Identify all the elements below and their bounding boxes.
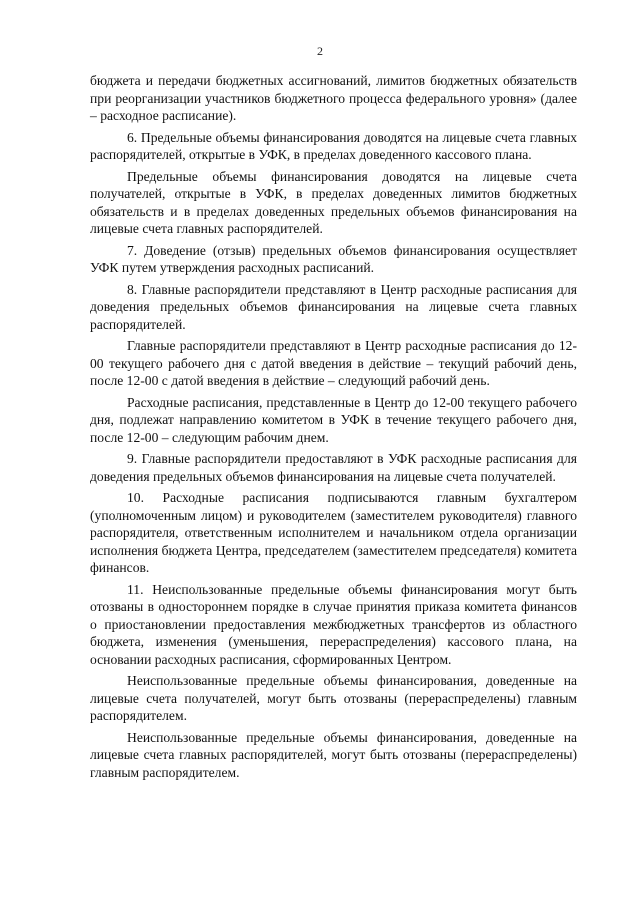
paragraph-10: 10. Расходные расписания подписываются главным бухгалтером (уполномоченным лицом) и руководителем (заместителем руководителя) главного распорядителя, ответственным исполнителем и начальником отдела организации исполнения бюджета Центра, председателем (заместителем председателя) комитета финансов.	[90, 490, 577, 575]
paragraph-7: 7. Доведение (отзыв) предельных объемов финансирования осуществляет УФК путем утверждения расходных расписаний.	[90, 242, 577, 275]
paragraph-6-limits: Предельные объемы финансирования доводятся на лицевые счета получателей, открытые в УФК, в пределах доведенных лимитов бюджетных обязательств и в пределах доведенных предельных объемов финансирования на лицевые счета главных распорядителей.	[90, 168, 577, 236]
document-body	[90, 72, 577, 785]
paragraph-11-recipients: Неиспользованные предельные объемы финансирования, доведенные на лицевые счета получателей, могут быть отозваны (перераспределены) главным распорядителем.	[90, 673, 577, 723]
paragraph-11-main-managers: Неиспользованные предельные объемы финансирования, доведенные на лицевые счета главных распорядителей, могут быть отозваны (перераспределены) главным распорядителем.	[90, 729, 577, 780]
paragraph-8-processing: Расходные расписания, представленные в Центр до 12-00 текущего рабочего дня, подлежат направлению комитетом в УФК в течение текущего рабочего дня, после 12-00 – следующим рабочим днем.	[90, 394, 577, 445]
paragraph-8: 8. Главные распорядители представляют в Центр расходные расписания для доведения предельных объемов финансирования на лицевые счета главных распорядителей.	[90, 281, 577, 332]
paragraph-9: 9. Главные распорядители предоставляют в УФК расходные расписания для доведения предельных объемов финансирования на лицевые счета получателей.	[90, 451, 577, 484]
paragraph-continuation: бюджета и передачи бюджетных ассигнований, лимитов бюджетных обязательств при реорганизации участников бюджетного процесса федерального уровня» (далее – расходное расписание).	[90, 73, 577, 123]
paragraph-6: 6. Предельные объемы финансирования доводятся на лицевые счета главных распорядителей, открытые в УФК, в пределах доведенного кассового плана.	[90, 129, 577, 162]
paragraph-11: 11. Неиспользованные предельные объемы финансирования могут быть отозваны в одностороннем порядке в случае принятия приказа комитета финансов о приостановлении предоставления межбюджетных трансфертов из областного бюджета, изменения (уменьшения, перераспределения) кассового плана, на основании расходных расписания, сформированных Центром.	[90, 581, 577, 667]
page-number: 2	[317, 44, 323, 58]
paragraph-8-deadline: Главные распорядители представляют в Центр расходные расписания до 12-00 текущего рабочего дня с датой введения в действие – текущий рабочий день, после 12-00 с датой введения в действие – следующий рабочий день.	[90, 338, 577, 388]
